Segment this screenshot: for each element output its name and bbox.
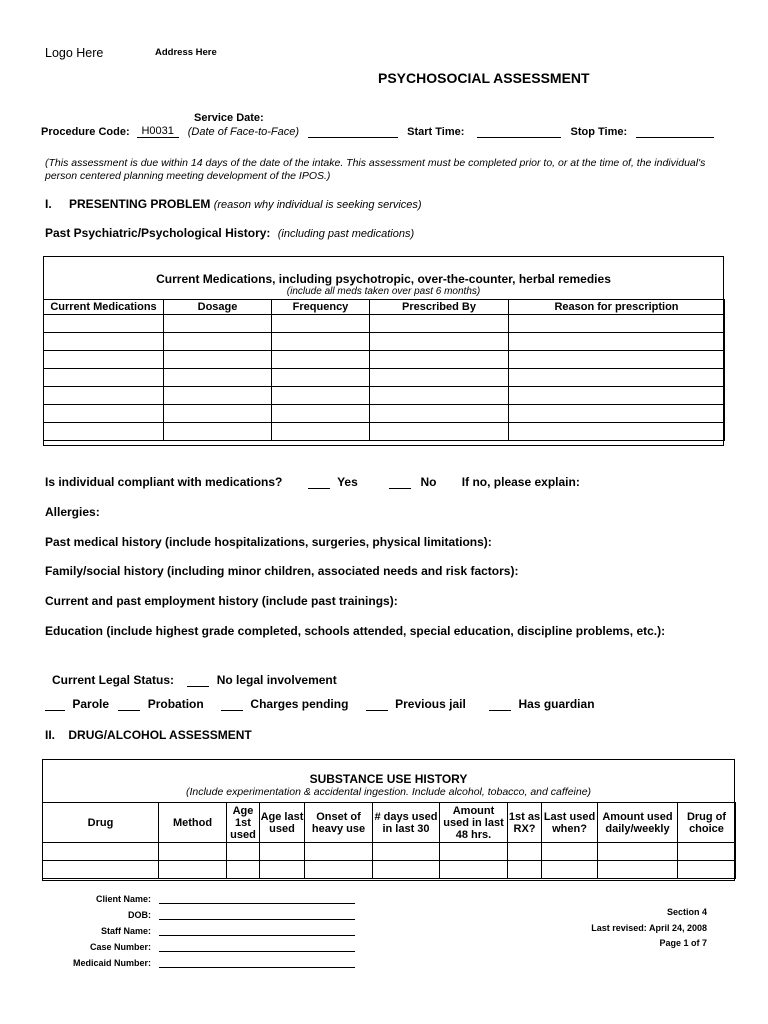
- staff-name-label: Staff Name:: [100, 926, 151, 936]
- legal-option-blank[interactable]: [221, 696, 243, 711]
- table-cell[interactable]: [598, 843, 678, 861]
- case-number-field[interactable]: [159, 941, 355, 952]
- table-cell[interactable]: [509, 351, 725, 369]
- legal-option-label: Parole: [72, 697, 110, 711]
- start-time-field[interactable]: [477, 125, 561, 138]
- no-label: No: [420, 475, 437, 489]
- table-cell[interactable]: [373, 861, 440, 879]
- medications-table-title: Current Medications, including psychotropic, over-the-counter, herbal remedies: [156, 272, 611, 286]
- service-date-field[interactable]: [308, 125, 398, 138]
- table-cell[interactable]: [44, 405, 164, 423]
- table-cell[interactable]: [43, 843, 159, 861]
- table-cell[interactable]: [373, 843, 440, 861]
- procedure-code-value: H0031: [141, 125, 174, 137]
- legal-option-label: Charges pending: [250, 697, 349, 711]
- section2-number: II.: [45, 728, 56, 742]
- page-number: Page 1 of 7: [659, 938, 707, 948]
- table-cell[interactable]: [370, 405, 509, 423]
- table-cell[interactable]: [370, 423, 509, 441]
- substance-col-header: Amount used daily/weekly: [598, 803, 678, 843]
- table-cell[interactable]: [509, 387, 725, 405]
- compliance-row: [45, 474, 580, 489]
- intro-note: (This assessment is due within 14 days of the date of the intake. This assessment must be completed prior to, or at the time of, the individual's person centered planning meeting development of the IPOS.): [45, 157, 706, 182]
- substance-col-header: 1st as RX?: [508, 803, 542, 843]
- no-blank[interactable]: [389, 474, 411, 489]
- table-cell[interactable]: [508, 843, 542, 861]
- table-cell[interactable]: [509, 405, 725, 423]
- med-col-header: Dosage: [164, 300, 272, 315]
- table-cell[interactable]: [260, 843, 305, 861]
- substance-col-header: Onset of heavy use: [305, 803, 373, 843]
- yes-label: Yes: [337, 475, 358, 489]
- table-cell[interactable]: [272, 333, 370, 351]
- med-col-header: Frequency: [272, 300, 370, 315]
- table-cell[interactable]: [598, 861, 678, 879]
- date-note: (Date of Face-to-Face): [187, 126, 300, 138]
- table-cell[interactable]: [272, 315, 370, 333]
- legal-row-1: [52, 672, 337, 687]
- table-cell[interactable]: [272, 351, 370, 369]
- legal-option-blank[interactable]: [45, 696, 65, 711]
- logo-placeholder: Logo Here: [45, 46, 104, 60]
- legal-row-2: [45, 696, 595, 711]
- start-time-label: Start Time:: [407, 126, 465, 138]
- section1-heading: [45, 197, 422, 211]
- section2-title: DRUG/ALCOHOL ASSESSMENT: [68, 728, 252, 742]
- table-cell[interactable]: [509, 423, 725, 441]
- med-col-header: Prescribed By: [370, 300, 509, 315]
- table-cell[interactable]: [164, 423, 272, 441]
- medical-history-label: Past medical history (include hospitalizations, surgeries, physical limitations):: [45, 535, 492, 549]
- client-name-label: Client Name:: [95, 894, 151, 904]
- substance-grid: [42, 802, 736, 879]
- yes-blank[interactable]: [308, 474, 330, 489]
- table-row: [44, 333, 725, 351]
- table-cell[interactable]: [164, 315, 272, 333]
- table-row: [44, 423, 725, 441]
- table-row: [44, 315, 725, 333]
- section1-title: PRESENTING PROBLEM: [69, 197, 211, 211]
- explain-label: If no, please explain:: [461, 475, 580, 489]
- table-cell[interactable]: [678, 861, 736, 879]
- substance-table-title: SUBSTANCE USE HISTORY: [309, 772, 468, 786]
- table-cell[interactable]: [370, 351, 509, 369]
- med-col-header: Current Medications: [44, 300, 164, 315]
- substance-col-header: Method: [159, 803, 227, 843]
- table-cell[interactable]: [509, 315, 725, 333]
- medicaid-number-label: Medicaid Number:: [72, 958, 151, 968]
- substance-col-header: # days used in last 30: [373, 803, 440, 843]
- section-label: Section 4: [666, 907, 707, 917]
- substance-col-header: Drug: [43, 803, 159, 843]
- substance-col-header: Age 1st used: [227, 803, 260, 843]
- past-history-note: (including past medications): [277, 228, 415, 240]
- medicaid-number-field[interactable]: [159, 957, 355, 968]
- legal-option-label: No legal involvement: [216, 673, 337, 687]
- substance-col-header: Age last used: [260, 803, 305, 843]
- table-cell[interactable]: [164, 369, 272, 387]
- table-row: [44, 369, 725, 387]
- table-row: [44, 351, 725, 369]
- medications-table: [43, 256, 724, 446]
- legal-option-blank[interactable]: [489, 696, 511, 711]
- last-revised: Last revised: April 24, 2008: [591, 922, 707, 933]
- table-cell[interactable]: [305, 861, 373, 879]
- table-cell[interactable]: [678, 843, 736, 861]
- substance-table-subtitle: (Include experimentation & accidental ingestion. Include alcohol, tobacco, and caffeine): [185, 786, 592, 798]
- section1-note: (reason why individual is seeking services): [213, 199, 422, 211]
- procedure-row: [41, 125, 714, 138]
- family-history-label: Family/social history (including minor children, associated needs and risk factors):: [45, 564, 519, 578]
- compliance-question: Is individual compliant with medications?: [45, 475, 283, 489]
- substance-col-header: Amount used in last 48 hrs.: [440, 803, 508, 843]
- table-cell[interactable]: [44, 315, 164, 333]
- section1-number: I.: [45, 197, 52, 211]
- page-title: PSYCHOSOCIAL ASSESSMENT: [378, 70, 590, 86]
- dob-field[interactable]: [159, 909, 355, 920]
- medications-grid: [43, 299, 725, 441]
- client-name-field[interactable]: [159, 893, 355, 904]
- section2-heading: [45, 728, 252, 742]
- table-cell[interactable]: [272, 387, 370, 405]
- table-cell[interactable]: [44, 333, 164, 351]
- staff-name-field[interactable]: [159, 925, 355, 936]
- substance-col-header: Last used when?: [542, 803, 598, 843]
- table-row: [43, 843, 736, 861]
- footer-fields: [40, 888, 360, 968]
- table-cell[interactable]: [159, 861, 227, 879]
- dob-label: DOB:: [128, 910, 151, 920]
- stop-time-label: Stop Time:: [570, 126, 628, 138]
- table-cell[interactable]: [159, 843, 227, 861]
- medications-table-subtitle: (include all meds taken over past 6 months): [286, 286, 481, 297]
- table-cell[interactable]: [260, 861, 305, 879]
- table-cell[interactable]: [227, 843, 260, 861]
- table-cell[interactable]: [370, 315, 509, 333]
- table-cell[interactable]: [509, 369, 725, 387]
- address-placeholder: Address Here: [155, 47, 217, 58]
- substance-table: [42, 759, 735, 881]
- table-cell[interactable]: [44, 387, 164, 405]
- table-cell[interactable]: [164, 405, 272, 423]
- table-cell[interactable]: [44, 351, 164, 369]
- table-row: [44, 387, 725, 405]
- allergies-label: Allergies:: [45, 505, 100, 519]
- table-cell[interactable]: [164, 333, 272, 351]
- past-history-label: Past Psychiatric/Psychological History:: [45, 226, 271, 240]
- legal-option-label: Previous jail: [395, 697, 466, 711]
- table-cell[interactable]: [43, 861, 159, 879]
- legal-option-blank[interactable]: [366, 696, 388, 711]
- table-cell[interactable]: [509, 333, 725, 351]
- table-cell[interactable]: [227, 861, 260, 879]
- table-cell[interactable]: [370, 387, 509, 405]
- past-history-row: [45, 226, 414, 240]
- case-number-label: Case Number:: [89, 942, 151, 952]
- legal-option-blank[interactable]: [118, 696, 140, 711]
- procedure-code-label: Procedure Code:: [41, 126, 130, 138]
- legal-option-label: Probation: [147, 697, 204, 711]
- substance-col-header: Drug of choice: [678, 803, 736, 843]
- table-cell[interactable]: [440, 843, 508, 861]
- table-cell[interactable]: [508, 861, 542, 879]
- table-cell[interactable]: [164, 387, 272, 405]
- footer-meta: [591, 905, 707, 952]
- stop-time-field[interactable]: [636, 125, 714, 138]
- employment-history-label: Current and past employment history (include past trainings):: [45, 594, 398, 608]
- table-cell[interactable]: [305, 843, 373, 861]
- table-row: [44, 405, 725, 423]
- table-cell[interactable]: [440, 861, 508, 879]
- legal-status-label: Current Legal Status:: [52, 673, 175, 687]
- med-col-header: Reason for prescription: [509, 300, 725, 315]
- legal-option-label: Has guardian: [518, 697, 595, 711]
- table-cell[interactable]: [370, 369, 509, 387]
- legal-option-blank[interactable]: [187, 672, 209, 687]
- table-row: [43, 861, 736, 879]
- table-cell[interactable]: [542, 861, 598, 879]
- table-cell[interactable]: [44, 423, 164, 441]
- education-label: Education (include highest grade completed, schools attended, special education, discipline problems, etc.):: [45, 624, 666, 638]
- table-cell[interactable]: [272, 369, 370, 387]
- table-cell[interactable]: [272, 405, 370, 423]
- table-cell[interactable]: [164, 351, 272, 369]
- procedure-code-field[interactable]: [137, 125, 179, 138]
- table-cell[interactable]: [272, 423, 370, 441]
- service-date-label: Service Date:: [194, 112, 264, 124]
- table-cell[interactable]: [542, 843, 598, 861]
- table-cell[interactable]: [370, 333, 509, 351]
- table-cell[interactable]: [44, 369, 164, 387]
